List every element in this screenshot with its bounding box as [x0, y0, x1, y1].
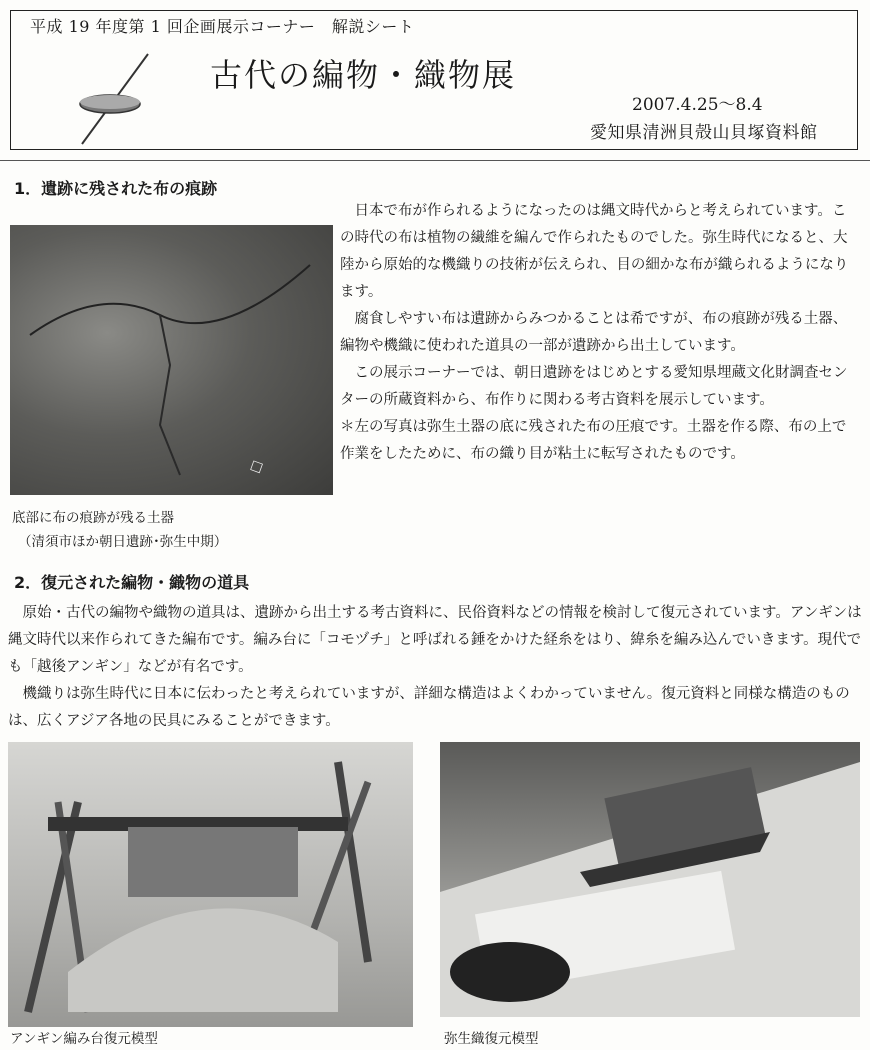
paragraph: この展示コーナーでは、朝日遺跡をはじめとする愛知県埋蔵文化財調査センターの所蔵資料から、布作りに関わる考古資料を展示しています。 — [340, 365, 848, 408]
paragraph: 日本で布が作られるようになったのは縄文時代からと考えられています。この時代の布は植物の繊維を編んで作られたものでした。弥生時代になると、大陸から原始的な機織りの技術が伝えられ、目の細かな布が織られるようになります。 — [340, 203, 849, 300]
paragraph: 腐食しやすい布は遺跡からみつかることは希ですが、布の痕跡が残る土器、編物や機織に使われた道具の一部が遺跡から出土しています。 — [340, 311, 848, 354]
pottery-photo — [10, 225, 333, 495]
angin-loom-photo — [8, 742, 413, 1027]
caption-line: （清須市ほか朝日遺跡･弥生中期） — [18, 534, 228, 550]
exhibition-dates: 2007.4.25～8.4 — [632, 95, 763, 115]
photo-note: ＊左の写真は弥生土器の底に残された布の圧痕です。土器を作る際、布の上で作業をしたために、布の織り目が粘土に転写されたものです。 — [340, 419, 847, 462]
angin-photo-caption: アンギン編み台復元模型 — [10, 1031, 158, 1047]
section1-body — [340, 198, 860, 468]
paragraph: 機織りは弥生時代に日本に伝わったと考えられていますが、詳細な構造はよくわかっていません。復元資料と同様な構造のものは、広くアジア各地の民具にみることができます。 — [8, 686, 850, 729]
caption-line: 底部に布の痕跡が残る土器 — [12, 510, 174, 526]
section2-body — [8, 600, 863, 735]
page-title: 古代の編物・織物展 — [210, 56, 517, 94]
section1-heading: 1．遺跡に残された布の痕跡 — [14, 179, 218, 198]
section2-heading: 2．復元された編物・織物の道具 — [14, 573, 250, 592]
pottery-photo-caption — [12, 506, 227, 554]
yayoi-loom-photo — [440, 742, 860, 1017]
header-divider — [0, 160, 870, 161]
museum-name: 愛知県清洲貝殻山貝塚資料館 — [590, 123, 818, 143]
paragraph: 原始・古代の編物や織物の道具は、遺跡から出土する考古資料に、民俗資料などの情報を検討して復元されています。アンギンは縄文時代以来作られてきた編布です。編み台に「コモヅチ」と呼ばれる錘をかけた経糸をはり、緯糸を編み込んでいきます。現代でも「越後アンギン」などが有名です。 — [8, 605, 862, 675]
svg-text:□: □ — [247, 458, 266, 476]
header-subtitle: 平成 19 年度第 1 回企画展示コーナー 解説シート — [30, 17, 415, 36]
yayoi-photo-caption: 弥生織復元模型 — [444, 1031, 539, 1047]
spindle-icon — [60, 48, 170, 152]
